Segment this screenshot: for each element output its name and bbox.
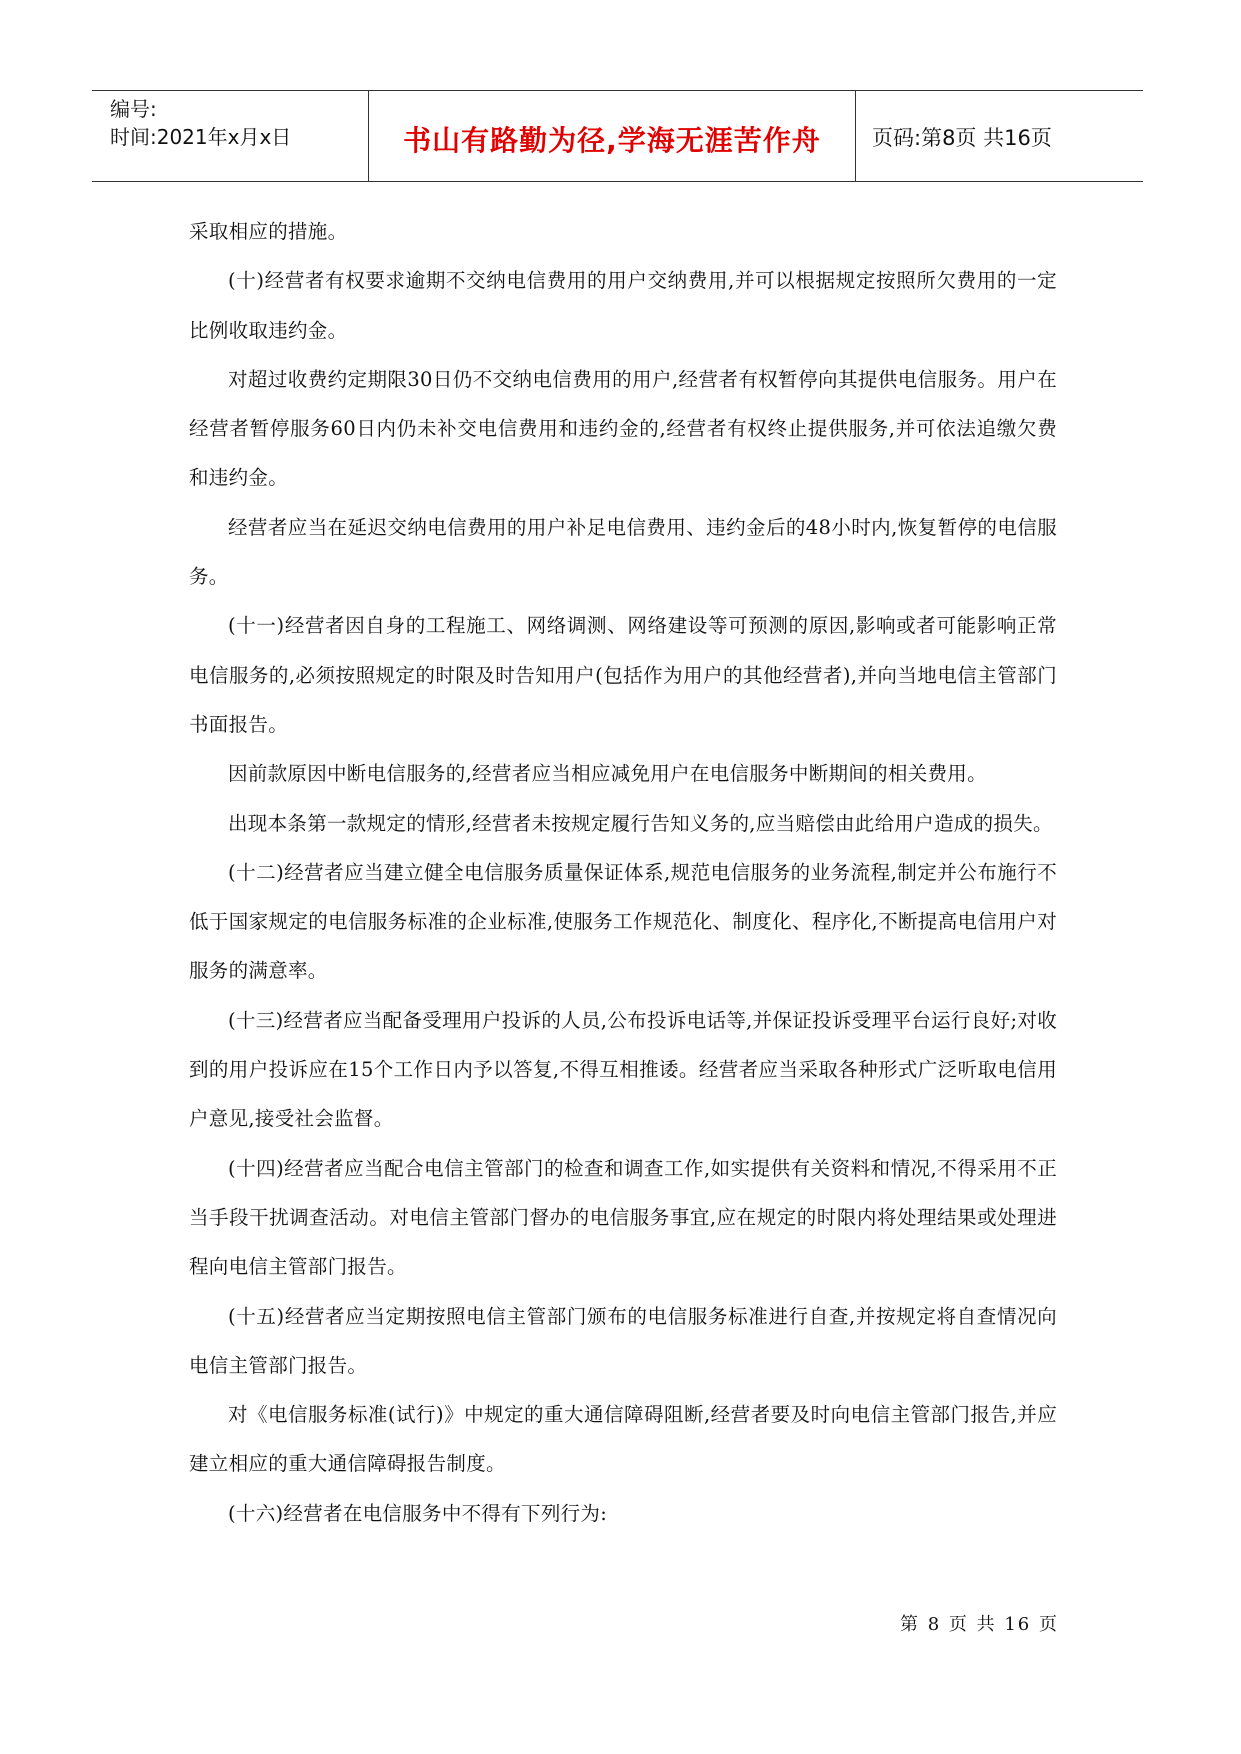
paragraph-clause-14: (十四)经营者应当配合电信主管部门的检查和调查工作,如实提供有关资料和情况,不得采用不正当手段干扰调查活动。对电信主管部门督办的电信服务事宜,应在规定的时限内将处理结果或处理进程向电信主管部门报告。: [189, 1156, 1057, 1279]
paragraph-clause-11-compensation: 出现本条第一款规定的情形,经营者未按规定履行告知义务的,应当赔偿由此给用户造成的损失。: [228, 811, 1053, 835]
document-body: [189, 207, 1057, 1538]
paragraph-clause-10-restore: 经营者应当在延迟交纳电信费用的用户补足电信费用、违约金后的48小时内,恢复暂停的电信服务。: [189, 515, 1057, 589]
header-motto-cell: [369, 91, 856, 181]
page-header: [92, 90, 1143, 182]
paragraph-clause-10: (十)经营者有权要求逾期不交纳电信费用的用户交纳费用,并可以根据规定按照所欠费用的一定比例收取违约金。: [189, 269, 1057, 342]
paragraph-clause-11-fee-reduction: 因前款原因中断电信服务的,经营者应当相应减免用户在电信服务中断期间的相关费用。: [228, 762, 987, 786]
page-footer-number: 第 8 页 共 16 页: [900, 1614, 1059, 1635]
paragraph-clause-16: (十六)经营者在电信服务中不得有下列行为:: [228, 1501, 608, 1525]
paragraph-clause-13: (十三)经营者应当配备受理用户投诉的人员,公布投诉电话等,并保证投诉受理平台运行良好;对收到的用户投诉应在15个工作日内予以答复,不得互相推诿。经营者应当采取各种形式广泛听取电信用户意见,接受社会监督。: [189, 1008, 1057, 1131]
paragraph-clause-12: (十二)经营者应当建立健全电信服务质量保证体系,规范电信服务的业务流程,制定并公布施行不低于国家规定的电信服务标准的企业标准,使服务工作规范化、制度化、程序化,不断提高电信用户对服务的满意率。: [189, 860, 1057, 983]
paragraph-clause-10-suspension: 对超过收费约定期限30日仍不交纳电信费用的用户,经营者有权暂停向其提供电信服务。用户在经营者暂停服务60日内仍未补交电信费用和违约金的,经营者有权终止提供服务,并可依法追缴欠费和违约金。: [189, 367, 1057, 490]
paragraph-clause-11: (十一)经营者因自身的工程施工、网络调测、网络建设等可预测的原因,影响或者可能影响正常电信服务的,必须按照规定的时限及时告知用户(包括作为用户的其他经营者),并向当地电信主管部门书面报告。: [189, 614, 1057, 736]
document-number-label: 编号:: [110, 97, 157, 121]
header-page-cell: [856, 91, 1143, 181]
document-time-label: 时间:2021年x月x日: [110, 125, 292, 149]
header-meta-cell: [92, 91, 369, 181]
paragraph-clause-15-major-outage: 对《电信服务标准(试行)》中规定的重大通信障碍阻断,经营者要及时向电信主管部门报告,并应建立相应的重大通信障碍报告制度。: [189, 1403, 1057, 1476]
paragraph-continuation: 采取相应的措施。: [189, 220, 348, 243]
header-motto: 书山有路勤为径,学海无涯苦作舟: [403, 124, 821, 157]
paragraph-clause-15: (十五)经营者应当定期按照电信主管部门颁布的电信服务标准进行自查,并按规定将自查情况向电信主管部门报告。: [189, 1304, 1057, 1377]
header-page-info: 页码:第8页 共16页: [872, 126, 1052, 150]
